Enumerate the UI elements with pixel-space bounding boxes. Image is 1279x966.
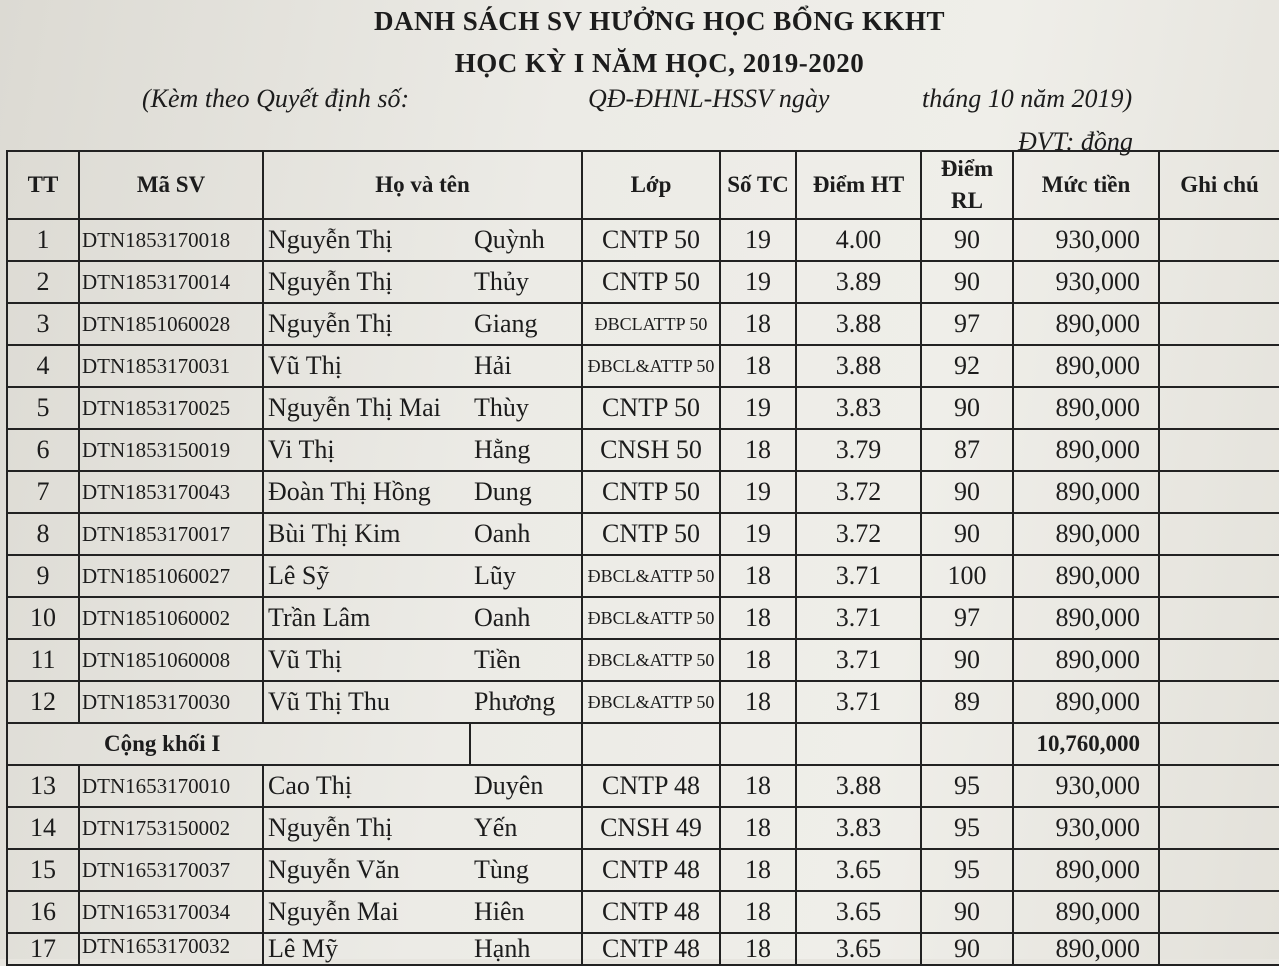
cell-muc-tien: 890,000 (1013, 681, 1159, 723)
cell-lop: CNTP 48 (582, 891, 720, 933)
cell-ten: Giang (470, 303, 582, 345)
cell-lop: ĐBCL&ATTP 50 (582, 681, 720, 723)
scholarship-table (6, 150, 1279, 966)
table-body-group-1 (7, 219, 1279, 723)
cell-muc-tien: 890,000 (1013, 597, 1159, 639)
cell-ho: Nguyễn Thị (263, 261, 470, 303)
table-row (7, 471, 1279, 513)
cell-diem-rl: 95 (921, 807, 1013, 849)
cell-so-tc: 18 (720, 807, 796, 849)
cell-muc-tien: 890,000 (1013, 471, 1159, 513)
cell-tt: 10 (7, 597, 79, 639)
cell-tt: 2 (7, 261, 79, 303)
subtotal-amount: 10,760,000 (1013, 723, 1159, 765)
document-title: DANH SÁCH SV HƯỞNG HỌC BỔNG KKHT (373, 6, 946, 36)
cell-so-tc: 18 (720, 849, 796, 891)
cell-lop: CNTP 50 (582, 513, 720, 555)
cell-so-tc: 19 (720, 387, 796, 429)
cell-muc-tien: 930,000 (1013, 807, 1159, 849)
cell-ma-sv: DTN1653170010 (79, 765, 263, 807)
table-row (7, 261, 1279, 303)
cell-lop: CNTP 50 (582, 471, 720, 513)
cell-lop: ĐBCL&ATTP 50 (582, 639, 720, 681)
cell-so-tc: 18 (720, 891, 796, 933)
table-row (7, 849, 1279, 891)
table-row (7, 681, 1279, 723)
cell-diem-ht: 3.72 (796, 471, 921, 513)
cell-ma-sv: DTN1653170037 (79, 849, 263, 891)
cell-so-tc: 18 (720, 681, 796, 723)
subtotal-empty-ht (796, 723, 921, 765)
cell-muc-tien: 930,000 (1013, 261, 1159, 303)
cell-diem-rl: 90 (921, 471, 1013, 513)
col-ma-sv: Mã SV (79, 151, 263, 219)
cell-diem-rl: 97 (921, 597, 1013, 639)
cell-ma-sv: DTN1853170018 (79, 219, 263, 261)
cell-diem-rl: 89 (921, 681, 1013, 723)
cell-ho: Lê Mỹ (263, 933, 470, 965)
cell-ma-sv: DTN1851060028 (79, 303, 263, 345)
cell-ten: Oanh (470, 597, 582, 639)
cell-muc-tien: 890,000 (1013, 345, 1159, 387)
col-ho-ten: Họ và tên (263, 151, 582, 219)
cell-ho: Nguyễn Thị (263, 219, 470, 261)
cell-diem-rl: 90 (921, 933, 1013, 965)
cell-diem-ht: 3.71 (796, 681, 921, 723)
table-row (7, 303, 1279, 345)
cell-tt: 17 (7, 933, 79, 965)
cell-diem-ht: 3.88 (796, 303, 921, 345)
cell-muc-tien: 890,000 (1013, 513, 1159, 555)
cell-muc-tien: 890,000 (1013, 639, 1159, 681)
cell-diem-rl: 90 (921, 387, 1013, 429)
cell-ghi-chu (1159, 765, 1279, 807)
cell-so-tc: 18 (720, 345, 796, 387)
cell-so-tc: 19 (720, 219, 796, 261)
cell-muc-tien: 890,000 (1013, 849, 1159, 891)
cell-ten: Lũy (470, 555, 582, 597)
cell-ma-sv: DTN1653170032 (79, 933, 263, 965)
cell-ten: Hạnh (470, 933, 582, 965)
cell-tt: 5 (7, 387, 79, 429)
cell-diem-rl: 90 (921, 891, 1013, 933)
cell-lop: ĐBCL&ATTP 50 (582, 345, 720, 387)
cell-lop: CNTP 48 (582, 849, 720, 891)
subtotal-empty-rl (921, 723, 1013, 765)
cell-diem-rl: 95 (921, 765, 1013, 807)
cell-tt: 11 (7, 639, 79, 681)
cell-ho: Vũ Thị (263, 345, 470, 387)
cell-diem-rl: 90 (921, 261, 1013, 303)
cell-tt: 13 (7, 765, 79, 807)
cell-diem-rl: 100 (921, 555, 1013, 597)
table-header-row (7, 151, 1279, 219)
cell-ma-sv: DTN1851060027 (79, 555, 263, 597)
cell-lop: ĐBCL&ATTP 50 (582, 555, 720, 597)
cell-diem-ht: 3.65 (796, 891, 921, 933)
cell-ghi-chu (1159, 261, 1279, 303)
cell-ma-sv: DTN1853150019 (79, 429, 263, 471)
table-row (7, 891, 1279, 933)
cell-ghi-chu (1159, 429, 1279, 471)
cell-so-tc: 19 (720, 471, 796, 513)
cell-lop: CNTP 50 (582, 261, 720, 303)
cell-ten: Hiên (470, 891, 582, 933)
cell-ghi-chu (1159, 891, 1279, 933)
cell-ghi-chu (1159, 387, 1279, 429)
cell-so-tc: 18 (720, 765, 796, 807)
cell-ten: Tùng (470, 849, 582, 891)
cell-diem-rl: 92 (921, 345, 1013, 387)
cell-ma-sv: DTN1853170017 (79, 513, 263, 555)
cell-ten: Hải (470, 345, 582, 387)
cell-ghi-chu (1159, 849, 1279, 891)
cell-lop: CNTP 50 (582, 219, 720, 261)
cell-diem-rl: 95 (921, 849, 1013, 891)
cell-so-tc: 18 (720, 639, 796, 681)
subtotal-empty-note (1159, 723, 1279, 765)
cell-diem-ht: 3.88 (796, 345, 921, 387)
cell-ghi-chu (1159, 933, 1279, 965)
cell-ten: Thủy (470, 261, 582, 303)
cell-tt: 8 (7, 513, 79, 555)
cell-diem-rl: 97 (921, 303, 1013, 345)
subtotal-label: Cộng khối I (7, 723, 470, 765)
cell-lop: ĐBCLATTP 50 (582, 303, 720, 345)
cell-so-tc: 18 (720, 429, 796, 471)
cell-diem-ht: 3.72 (796, 513, 921, 555)
cell-tt: 16 (7, 891, 79, 933)
cell-lop: ĐBCL&ATTP 50 (582, 597, 720, 639)
cell-diem-ht: 3.65 (796, 849, 921, 891)
subtotal-group (7, 723, 1279, 765)
cell-tt: 15 (7, 849, 79, 891)
col-tt: TT (7, 151, 79, 219)
cell-diem-ht: 3.83 (796, 387, 921, 429)
cell-ghi-chu (1159, 513, 1279, 555)
cell-diem-rl: 90 (921, 639, 1013, 681)
cell-ma-sv: DTN1853170031 (79, 345, 263, 387)
cell-so-tc: 18 (720, 555, 796, 597)
cell-tt: 4 (7, 345, 79, 387)
cell-ghi-chu (1159, 807, 1279, 849)
cell-ho: Đoàn Thị Hồng (263, 471, 470, 513)
cell-diem-ht: 3.71 (796, 639, 921, 681)
cell-ho: Trần Lâm (263, 597, 470, 639)
cell-tt: 12 (7, 681, 79, 723)
cell-diem-rl: 90 (921, 513, 1013, 555)
cell-ma-sv: DTN1853170030 (79, 681, 263, 723)
cell-lop: CNTP 48 (582, 765, 720, 807)
col-lop: Lớp (582, 151, 720, 219)
cell-so-tc: 18 (720, 303, 796, 345)
cell-diem-ht: 3.89 (796, 261, 921, 303)
cell-ma-sv: DTN1853170043 (79, 471, 263, 513)
cell-ho: Nguyễn Thị (263, 303, 470, 345)
cell-ho: Vũ Thị Thu (263, 681, 470, 723)
cell-lop: CNTP 50 (582, 387, 720, 429)
table-body-group-2 (7, 765, 1279, 965)
decision-prefix: (Kèm theo Quyết định số: (142, 84, 410, 113)
cell-ten: Duyên (470, 765, 582, 807)
cell-muc-tien: 930,000 (1013, 765, 1159, 807)
cell-diem-ht: 3.71 (796, 555, 921, 597)
subtotal-empty-ten (470, 723, 582, 765)
cell-muc-tien: 890,000 (1013, 303, 1159, 345)
cell-tt: 6 (7, 429, 79, 471)
cell-ghi-chu (1159, 639, 1279, 681)
subtotal-empty-tc (720, 723, 796, 765)
table-row (7, 387, 1279, 429)
cell-lop: CNTP 48 (582, 933, 720, 965)
cell-ten: Quỳnh (470, 219, 582, 261)
cell-ten: Phương (470, 681, 582, 723)
document-subtitle: HỌC KỲ I NĂM HỌC, 2019-2020 (454, 48, 865, 78)
cell-lop: CNSH 49 (582, 807, 720, 849)
cell-ma-sv: DTN1653170034 (79, 891, 263, 933)
cell-ten: Hằng (470, 429, 582, 471)
currency-unit: ĐVT: đồng (1018, 127, 1133, 156)
cell-diem-ht: 3.65 (796, 933, 921, 965)
cell-ho: Cao Thị (263, 765, 470, 807)
cell-tt: 1 (7, 219, 79, 261)
table-row (7, 639, 1279, 681)
cell-ghi-chu (1159, 471, 1279, 513)
cell-so-tc: 19 (720, 513, 796, 555)
cell-muc-tien: 890,000 (1013, 387, 1159, 429)
table-row (7, 345, 1279, 387)
col-diem-ht: Điểm HT (796, 151, 921, 219)
subtotal-empty-lop (582, 723, 720, 765)
cell-ten: Tiền (470, 639, 582, 681)
cell-ma-sv: DTN1853170025 (79, 387, 263, 429)
cell-ho: Lê Sỹ (263, 555, 470, 597)
cell-muc-tien: 930,000 (1013, 219, 1159, 261)
subtotal-row (7, 723, 1279, 765)
cell-ten: Oanh (470, 513, 582, 555)
cell-ho: Vũ Thị (263, 639, 470, 681)
cell-ho: Nguyễn Mai (263, 891, 470, 933)
table-row (7, 765, 1279, 807)
col-muc-tien: Mức tiền (1013, 151, 1159, 219)
cell-ho: Nguyễn Văn (263, 849, 470, 891)
cell-diem-rl: 90 (921, 219, 1013, 261)
cell-tt: 3 (7, 303, 79, 345)
cell-so-tc: 18 (720, 933, 796, 965)
table-row (7, 429, 1279, 471)
cell-ghi-chu (1159, 681, 1279, 723)
cell-muc-tien: 890,000 (1013, 891, 1159, 933)
table-row (7, 933, 1279, 965)
cell-diem-ht: 3.88 (796, 765, 921, 807)
cell-diem-ht: 3.83 (796, 807, 921, 849)
cell-ten: Thùy (470, 387, 582, 429)
cell-ghi-chu (1159, 303, 1279, 345)
cell-ho: Nguyễn Thị (263, 807, 470, 849)
cell-diem-ht: 4.00 (796, 219, 921, 261)
table-row (7, 597, 1279, 639)
table-row (7, 555, 1279, 597)
cell-ghi-chu (1159, 597, 1279, 639)
cell-ma-sv: DTN1753150002 (79, 807, 263, 849)
cell-ten: Yến (470, 807, 582, 849)
cell-lop: CNSH 50 (582, 429, 720, 471)
cell-ma-sv: DTN1853170014 (79, 261, 263, 303)
decision-date: tháng 10 năm 2019) (922, 84, 1133, 113)
cell-ghi-chu (1159, 219, 1279, 261)
cell-diem-rl: 87 (921, 429, 1013, 471)
decision-code: QĐ-ĐHNL-HSSV ngày (588, 84, 830, 113)
cell-ho: Bùi Thị Kim (263, 513, 470, 555)
cell-ma-sv: DTN1851060008 (79, 639, 263, 681)
cell-so-tc: 18 (720, 597, 796, 639)
cell-muc-tien: 890,000 (1013, 933, 1159, 965)
col-so-tc: Số TC (720, 151, 796, 219)
table-row (7, 807, 1279, 849)
col-ghi-chu: Ghi chú (1159, 151, 1279, 219)
cell-muc-tien: 890,000 (1013, 555, 1159, 597)
cell-tt: 14 (7, 807, 79, 849)
cell-tt: 9 (7, 555, 79, 597)
cell-muc-tien: 890,000 (1013, 429, 1159, 471)
cell-diem-ht: 3.71 (796, 597, 921, 639)
cell-diem-ht: 3.79 (796, 429, 921, 471)
cell-ghi-chu (1159, 345, 1279, 387)
cell-ma-sv: DTN1851060002 (79, 597, 263, 639)
cell-ho: Vi Thị (263, 429, 470, 471)
cell-tt: 7 (7, 471, 79, 513)
cell-ten: Dung (470, 471, 582, 513)
table-row (7, 513, 1279, 555)
cell-ho: Nguyễn Thị Mai (263, 387, 470, 429)
col-diem-rl: Điểm RL (921, 151, 1013, 219)
table-row (7, 219, 1279, 261)
cell-ghi-chu (1159, 555, 1279, 597)
cell-so-tc: 19 (720, 261, 796, 303)
